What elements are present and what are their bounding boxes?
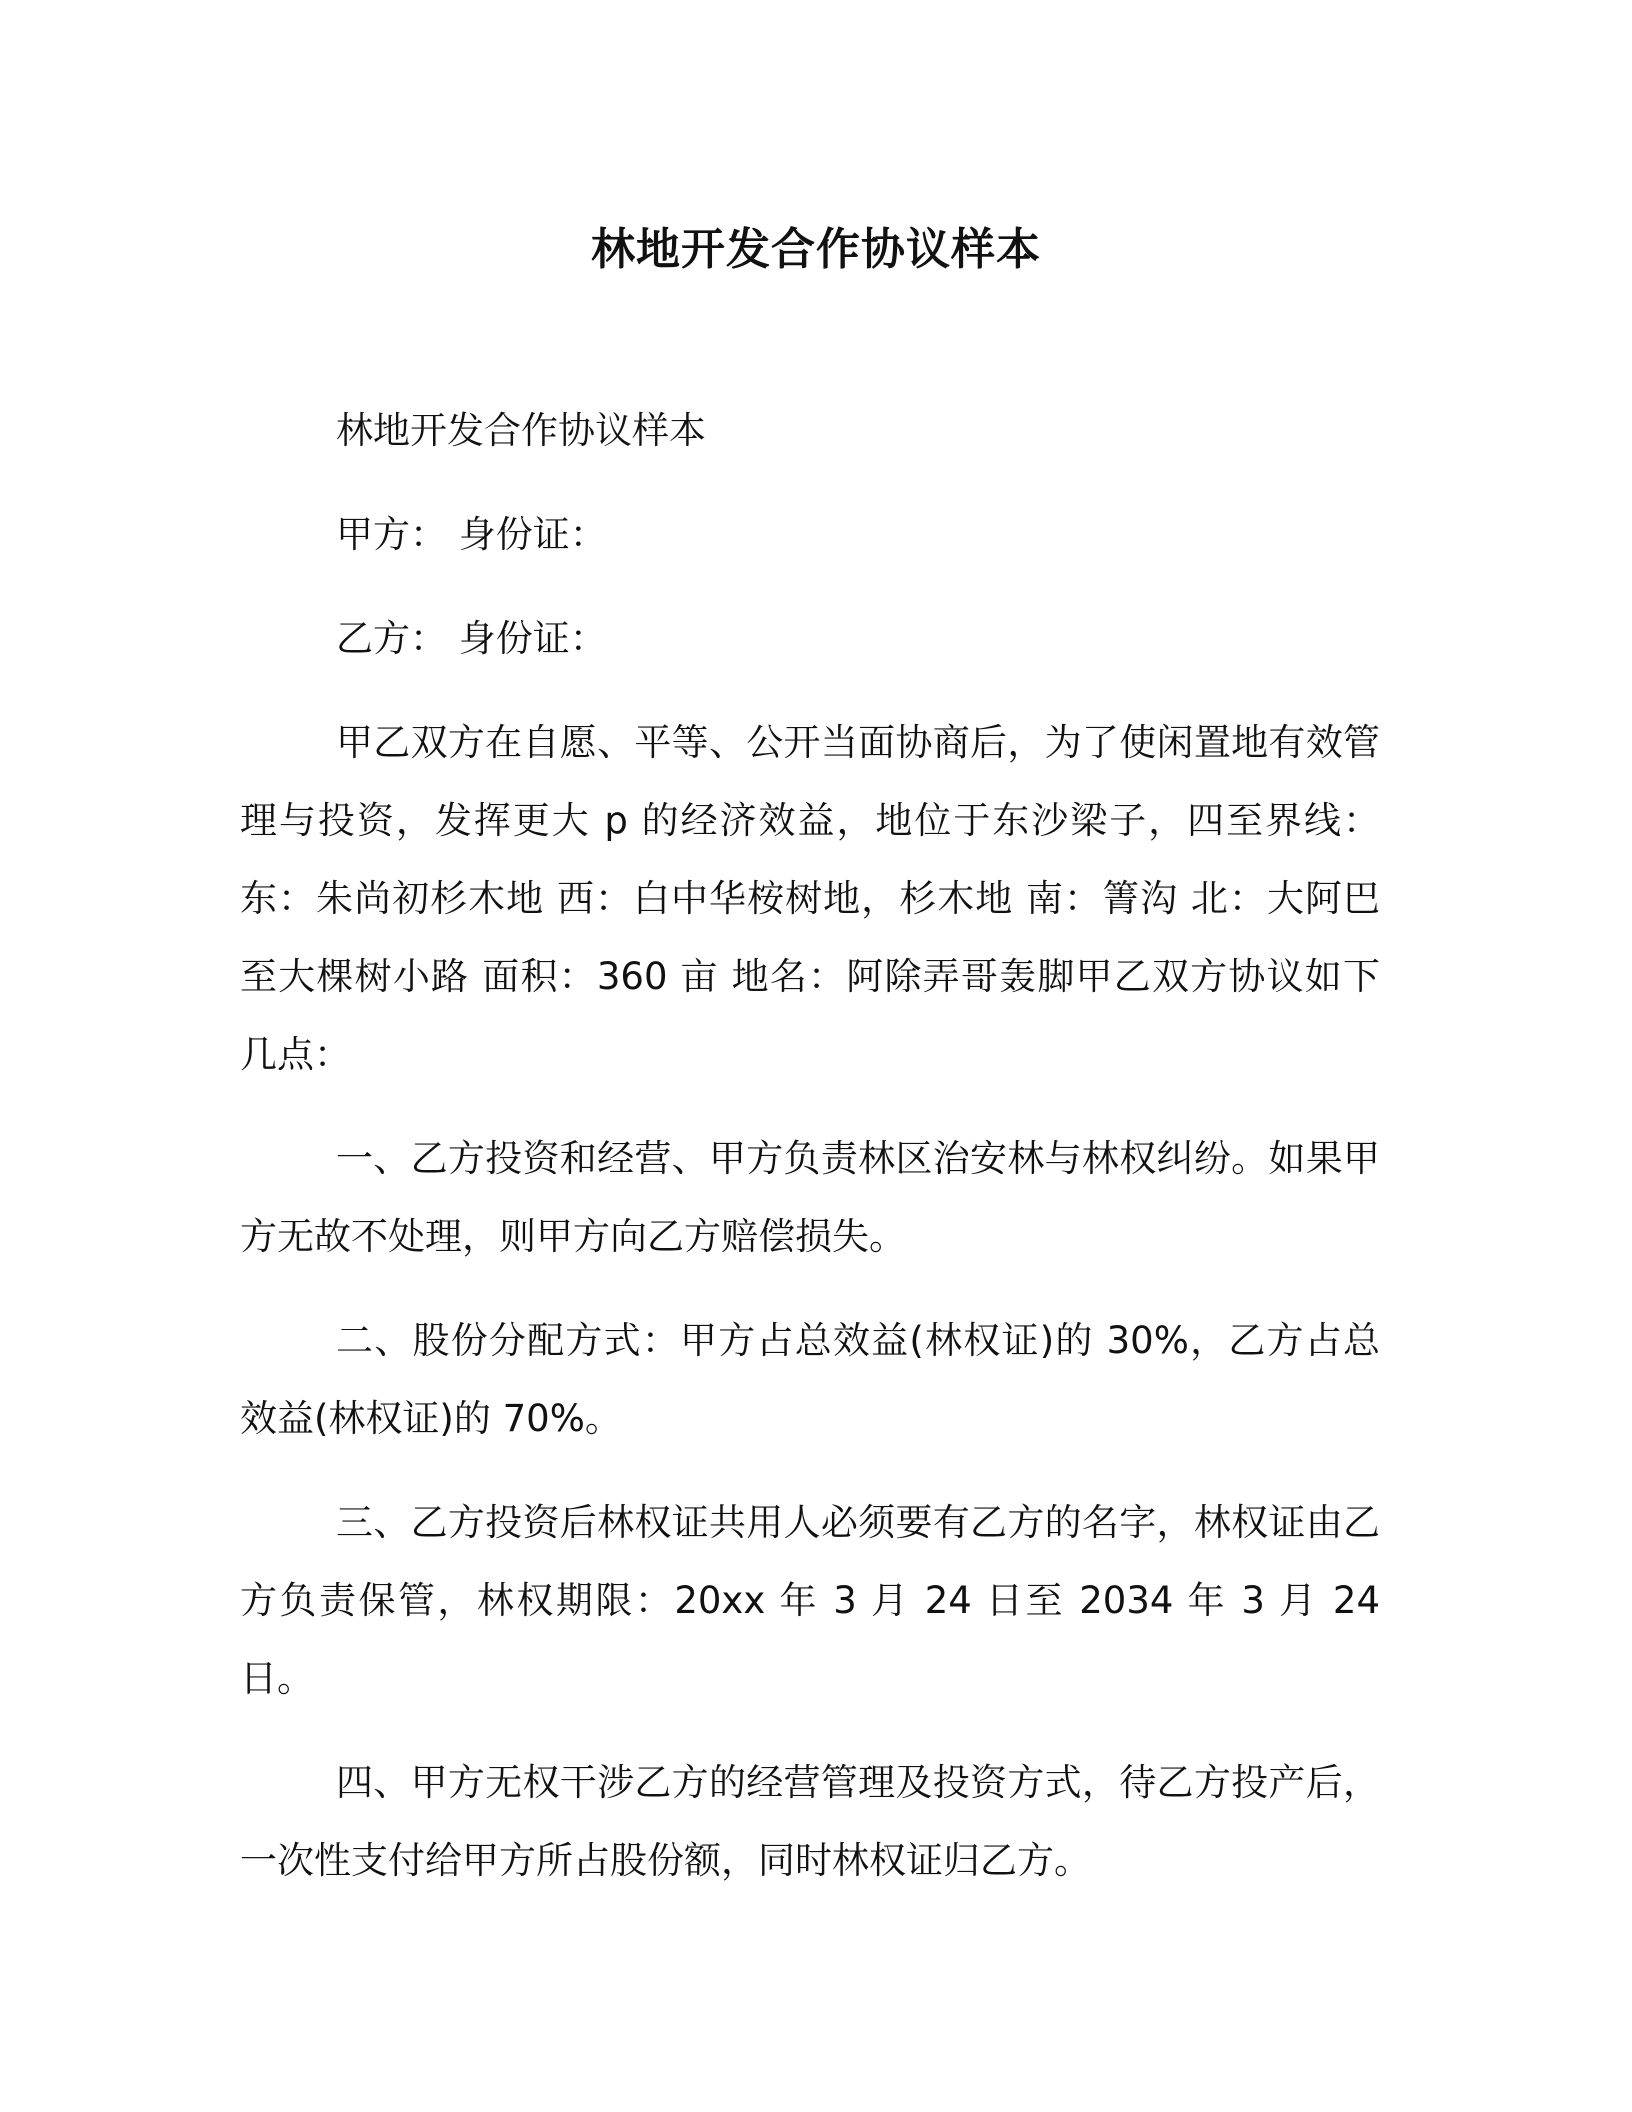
subtitle-paragraph: 林地开发合作协议样本 xyxy=(336,409,706,452)
clause-3-paragraph: 三、乙方投资后林权证共用人必须要有乙方的名字，林权证由乙方负责保管，林权期限：20xx 年 3 月 24 日至 2034 年 3 月 24 日。 xyxy=(240,1501,1381,1700)
document-title: 林地开发合作协议样本 xyxy=(591,224,1041,275)
clause-2-paragraph: 二、股份分配方式：甲方占总效益(林权证)的 30%，乙方占总效益(林权证)的 70%。 xyxy=(240,1319,1380,1440)
preamble-paragraph: 甲乙双方在自愿、平等、公开当面协商后，为了使闲置地有效管理与投资，发挥更大 p 的经济效益，地位于东沙梁子，四至界线：东：朱尚初杉木地 西：白中华桉树地，杉木地 南：箐沟 北：大阿巴至大棵树小路 面积：360 亩 地名：阿除弄哥轰脚甲乙双方协议如下几点： xyxy=(240,721,1380,1076)
clause-4-paragraph: 四、甲方无权干涉乙方的经营管理及投资方式，待乙方投产后，一次性支付给甲方所占股份额，同时林权证归乙方。 xyxy=(240,1761,1380,1882)
document-body xyxy=(240,392,1380,1926)
clause-1-paragraph: 一、乙方投资和经营、甲方负责林区治安林与林权纠纷。如果甲方无故不处理，则甲方向乙方赔偿损失。 xyxy=(240,1137,1380,1258)
party-a-line: 甲方： 身份证： xyxy=(336,513,607,556)
party-b-line: 乙方： 身份证： xyxy=(336,617,607,660)
